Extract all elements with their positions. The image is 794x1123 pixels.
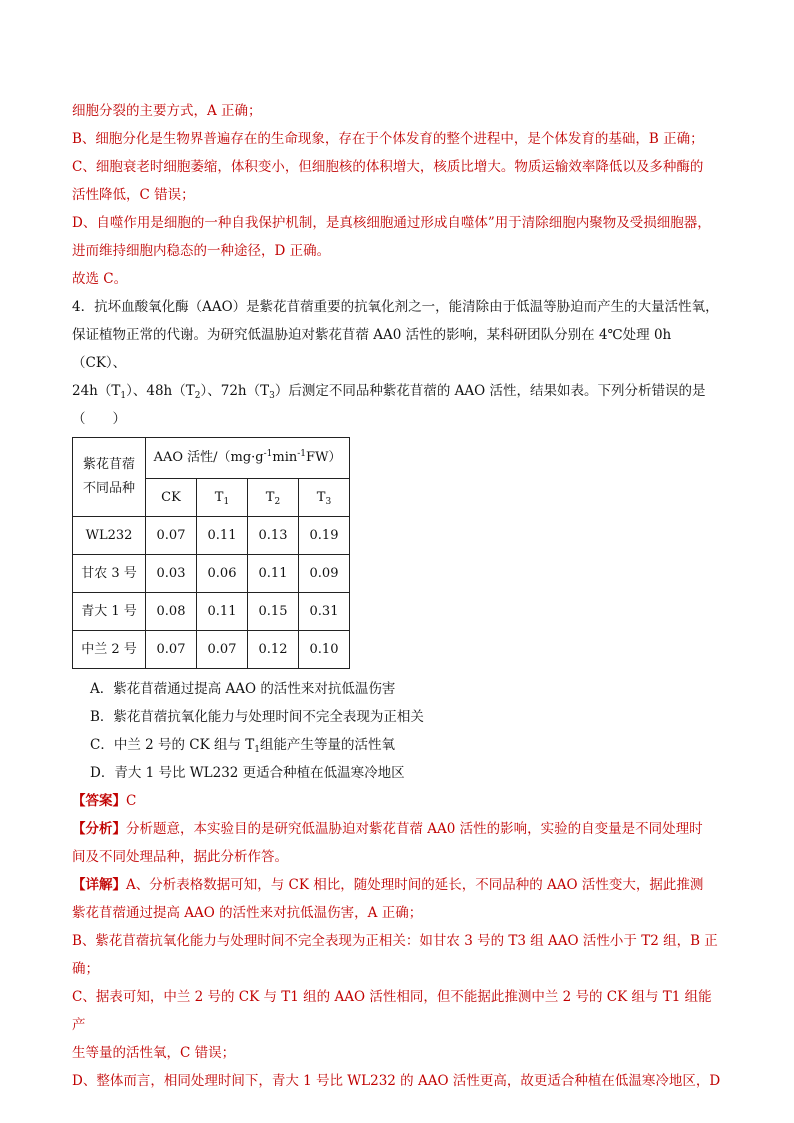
analysis-line: 【分析】分析题意，本实验目的是研究低温胁迫对紫花苜蓿 AA0 活性的影响，实验的自变量是不同处理时 xyxy=(72,821,703,837)
t1-value: 0.07 xyxy=(197,631,248,669)
t3-value: 0.09 xyxy=(299,555,350,593)
detail-label: 【详解】 xyxy=(72,877,126,893)
prev-explanation-line: 进而维持细胞内稳态的一种途径，D 正确。 xyxy=(72,243,331,259)
detail-line: D、整体而言，相同处理时间下，青大 1 号比 WL232 的 AAO 活性更高，故更适合种植在低温寒冷地区，D xyxy=(72,1073,721,1089)
t1-value: 0.11 xyxy=(197,517,248,555)
t3-value: 0.31 xyxy=(299,593,350,631)
table-row xyxy=(73,555,350,593)
detail-line: B、紫花苜蓿抗氧化能力与处理时间不完全表现为正相关：如甘农 3 号的 T3 组 AAO 活性小于 T2 组，B 正 xyxy=(72,933,718,949)
prev-explanation-line: D、自噬作用是细胞的一种自我保护机制，是真核细胞通过形成自噬体”用于清除细胞内聚物及受损细胞器， xyxy=(72,215,711,231)
answer-line xyxy=(72,787,724,815)
detail-line: C、据表可知，中兰 2 号的 CK 与 T1 组的 AAO 活性相同，但不能据此推测中兰 2 号的 CK 组与 T1 组能产 xyxy=(72,989,712,1033)
document-body xyxy=(72,97,724,1095)
answer-value: C xyxy=(126,793,137,809)
answer-label: 【答案】 xyxy=(72,793,126,809)
t2-value: 0.15 xyxy=(248,593,299,631)
activity-header: AAO 活性$/(mg\cdot g^{-1}\min^{-1}FW)$ xyxy=(146,438,350,479)
t1-value: 0.11 xyxy=(197,593,248,631)
t3-value: 0.19 xyxy=(299,517,350,555)
t3-value: 0.10 xyxy=(299,631,350,669)
t1-header: $T_1$ xyxy=(197,479,248,517)
variety-name: 青大 1 号 xyxy=(73,593,146,631)
option-c: C．中兰 2 号的 CK 组与 $T_1$组能产生等量的活性氧 xyxy=(90,737,396,755)
ck-value: 0.07 xyxy=(146,517,197,555)
question-stem: 4．抗坏血酸氧化酶（AAO）是紫花苜蓿重要的抗氧化剂之一，能清除由于低温等胁迫而产生的大量活性氧， xyxy=(72,299,719,315)
variety-name: 中兰 2 号 xyxy=(73,631,146,669)
analysis-label: 【分析】 xyxy=(72,821,126,837)
option-d: D．青大 1 号比 WL232 更适合种植在低温寒冷地区 xyxy=(90,765,405,781)
variety-header: 紫花苜蓿不同品种 xyxy=(73,438,146,517)
t2-value: 0.11 xyxy=(248,555,299,593)
t1-value: 0.06 xyxy=(197,555,248,593)
option-a: A．紫花苜蓿通过提高 AAO 的活性来对抗低温伤害 xyxy=(90,681,396,697)
table-row xyxy=(73,631,350,669)
question-paren: （ ） xyxy=(72,411,126,427)
table-header-row xyxy=(73,438,350,479)
detail-line: 【详解】A、分析表格数据可知，与 CK 相比，随处理时间的延长，不同品种的 AAO 活性变大，据此推测 xyxy=(72,877,704,893)
option-b: B．紫花苜蓿抗氧化能力与处理时间不完全表现为正相关 xyxy=(90,709,424,725)
question-stem: 保证植物正常的代谢。为研究低温胁迫对紫花苜蓿 AA0 活性的影响，某科研团队分别在 4℃处理 0h（CK）、 xyxy=(72,327,672,371)
detail-line: 确； xyxy=(72,961,99,977)
variety-name: WL232 xyxy=(73,517,146,555)
detail-line: 紫花苜蓿通过提高 AAO 的活性来对抗低温伤害，A 正确； xyxy=(72,905,423,921)
t2-value: 0.12 xyxy=(248,631,299,669)
t2-header: $T_2$ xyxy=(248,479,299,517)
prev-conclusion: 故选 C。 xyxy=(72,271,128,287)
aao-activity-table xyxy=(72,437,350,669)
detail-line: 生等量的活性氧，C 错误； xyxy=(72,1045,236,1061)
variety-name: 甘农 3 号 xyxy=(73,555,146,593)
t3-header: $T_3$ xyxy=(299,479,350,517)
prev-explanation-line: 活性降低，C 错误； xyxy=(72,187,195,203)
table-row xyxy=(73,593,350,631)
ck-value: 0.08 xyxy=(146,593,197,631)
ck-value: 0.07 xyxy=(146,631,197,669)
analysis-line: 间及不同处理品种，据此分析作答。 xyxy=(72,849,288,865)
t2-value: 0.13 xyxy=(248,517,299,555)
ck-value: 0.03 xyxy=(146,555,197,593)
prev-explanation-line: C、细胞衰老时细胞萎缩，体积变小，但细胞核的体积增大，核质比增大。物质运输效率降低以及多种酶的 xyxy=(72,159,704,175)
prev-explanation-line: 细胞分裂的主要方式，A 正确； xyxy=(72,103,262,119)
table-row xyxy=(73,517,350,555)
prev-explanation-line: B、细胞分化是生物界普遍存在的生命现象，存在于个体发育的整个进程中，是个体发育的基础，B 正确； xyxy=(72,131,704,147)
question-stem: $24h(T_1)$、$48h(T_2)$、$72h(T_3)$后测定不同品种紫花苜蓿的 AAO 活性，结果如表。下列分析错误的是 xyxy=(72,383,706,401)
ck-header: CK xyxy=(146,479,197,517)
